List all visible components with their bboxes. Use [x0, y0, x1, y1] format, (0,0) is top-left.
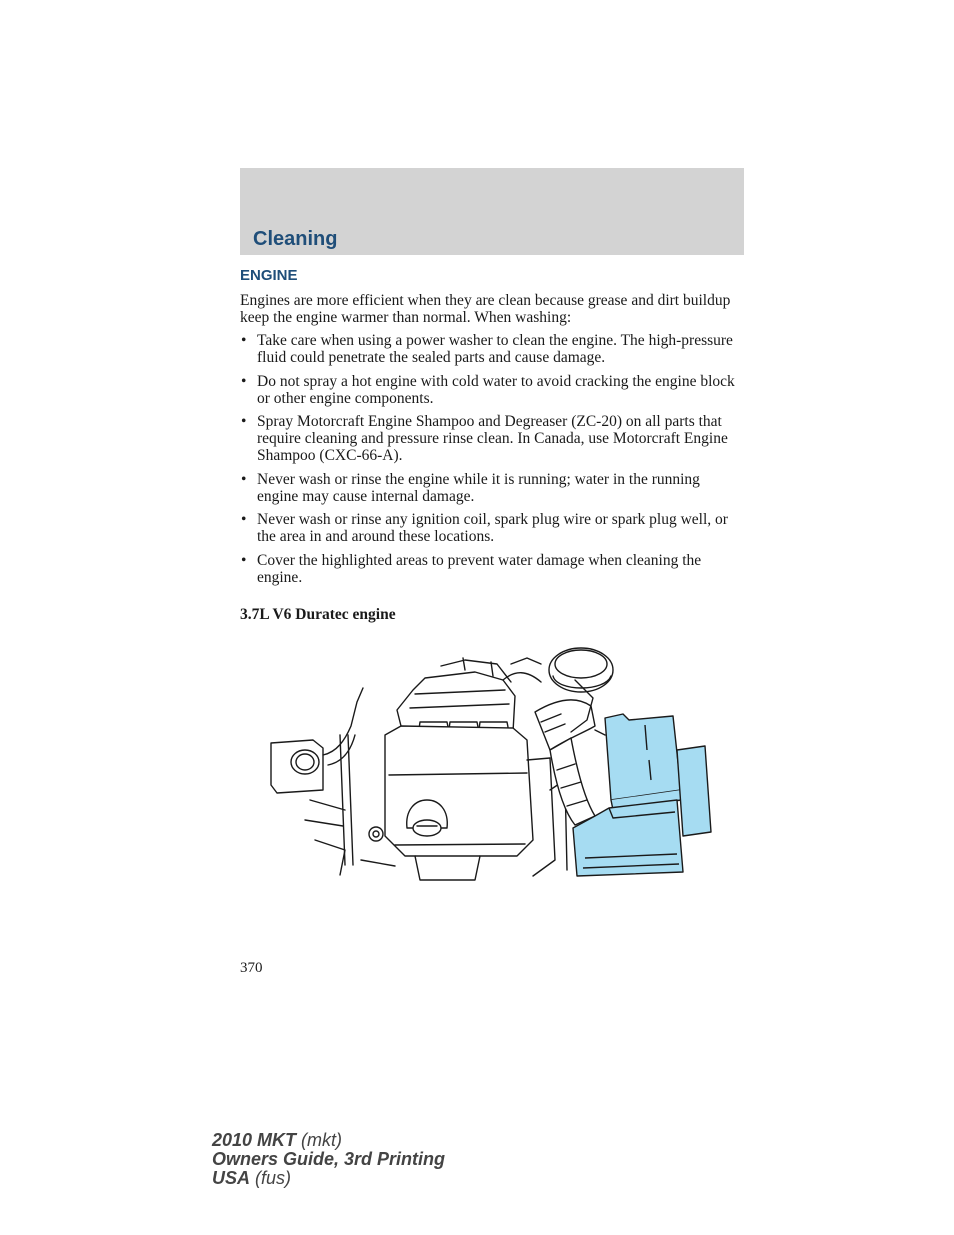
list-item-text: Spray Motorcraft Engine Shampoo and Degreaser (ZC-20) on all parts that require cleaning and pressure rinse clean. In Canada, use Motorcraft Engine Shampoo (CXC-66-A).: [257, 413, 728, 464]
section-title: Cleaning: [253, 228, 338, 250]
footer-line-3: [212, 1169, 445, 1188]
footer-model: 2010 MKT: [212, 1130, 297, 1150]
intro-paragraph: Engines are more efficient when they are clean because grease and dirt buildup keep the engine warmer than normal. When washing:: [240, 292, 731, 326]
footer-line-2: Owners Guide, 3rd Printing: [212, 1149, 446, 1169]
bullet-glyph: •: [241, 372, 247, 390]
list-item-text: Do not spray a hot engine with cold water to avoid cracking the engine block or other engine components.: [257, 372, 735, 407]
list-item-text: Take care when using a power washer to clean the engine. The high-pressure fluid could penetrate the sealed parts and cause damage.: [257, 332, 733, 366]
engine-illustration: [265, 640, 725, 895]
list-item: [240, 552, 740, 586]
engine-heading: ENGINE: [240, 267, 298, 284]
engine-cover: [385, 726, 533, 856]
list-item: [240, 471, 740, 505]
left-hose: [323, 688, 363, 755]
bullet-glyph: •: [241, 551, 247, 569]
control-module-highlight: [677, 746, 711, 836]
list-item-text: Never wash or rinse the engine while it is running; water in the running engine may cause internal damage.: [257, 470, 700, 505]
list-item: [240, 332, 740, 366]
footer-market: USA: [212, 1168, 251, 1188]
bullet-glyph: •: [241, 332, 247, 349]
list-item: [240, 413, 740, 464]
footer-model-code: (mkt): [296, 1130, 343, 1150]
bullet-glyph: •: [241, 470, 247, 488]
bullet-glyph: •: [241, 511, 247, 528]
air-duct: [550, 738, 595, 825]
bullet-glyph: •: [241, 413, 247, 430]
battery-highlight: [605, 714, 681, 800]
footer-market-code: (fus): [250, 1168, 292, 1188]
list-item: [240, 511, 740, 545]
list-item-text: Cover the highlighted areas to prevent water damage when cleaning the engine.: [257, 551, 702, 586]
highlighted-areas: [573, 714, 711, 876]
list-item-text: Never wash or rinse any ignition coil, spark plug wire or spark plug well, or the area in and around these locations.: [257, 511, 728, 545]
washing-precautions-list: [240, 332, 740, 592]
footer-line-1: [212, 1131, 445, 1150]
document-footer: [212, 1131, 445, 1188]
figure-caption: 3.7L V6 Duratec engine: [240, 606, 396, 623]
page-number: 370: [240, 960, 263, 976]
list-item: [240, 373, 740, 407]
